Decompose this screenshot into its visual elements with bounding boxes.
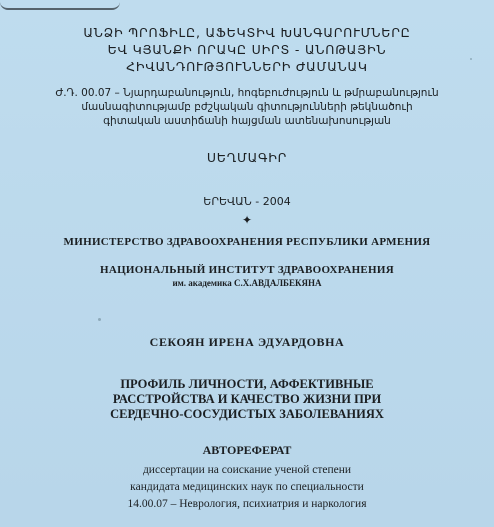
armenian-specialty-line: մասնագիտությամբ բժշկական գիտությունների թեկնածուի bbox=[81, 101, 413, 113]
cropped-header-mark bbox=[0, 0, 120, 10]
armenian-title-line: ԵՎ ԿՅԱՆՔԻ ՈՐԱԿԸ ՍԻՐՏ - ԱՆՈԹԱՅԻՆ bbox=[107, 42, 387, 57]
description-line: 14.00.07 – Неврология, психиатрия и наркология bbox=[127, 498, 367, 510]
thesis-title-line: СЕРДЕЧНО-СОСУДИСТЫХ ЗАБОЛЕВАНИЯХ bbox=[110, 407, 384, 421]
thesis-title-line: ПРОФИЛЬ ЛИЧНОСТИ, АФФЕКТИВНЫЕ bbox=[120, 377, 374, 391]
thesis-title-line: РАССТРОЙСТВА И КАЧЕСТВО ЖИЗНИ ПРИ bbox=[112, 392, 382, 406]
ministry-heading: МИНИСТЕРСТВО ЗДРАВООХРАНЕНИЯ РЕСПУБЛИКИ АРМЕНИЯ bbox=[63, 236, 431, 248]
author-name: СЕКОЯН ИРЕНА ЭДУАРДОВНА bbox=[149, 335, 345, 349]
armenian-city-year: ԵՐԵՎԱՆ - 2004 bbox=[203, 195, 291, 208]
armenian-specialty-line: գիտական աստիճանի հայցման ատենախոսության bbox=[103, 115, 391, 127]
ornament-star-icon: ✦ bbox=[241, 213, 253, 227]
dissertation-description bbox=[0, 462, 494, 513]
description-line: диссертации на соискание ученой степени bbox=[142, 464, 352, 476]
armenian-title-line: ՀԻՎԱՆԴՈՒԹՅՈՒՆՆԵՐԻ ԺԱՄԱՆԱԿ bbox=[126, 59, 368, 74]
paper-speck bbox=[470, 58, 472, 60]
thesis-title-block bbox=[0, 377, 494, 422]
armenian-specialty-block bbox=[0, 86, 494, 128]
russian-doc-type: АВТОРЕФЕРАТ bbox=[202, 443, 292, 457]
paper-speck bbox=[98, 318, 101, 321]
institute-subheading: им. академика С.Х.АВДАЛБЕКЯНА bbox=[172, 278, 322, 288]
institute-heading: НАЦИОНАЛЬНЫЙ ИНСТИТУТ ЗДРАВООХРАНЕНИЯ bbox=[99, 264, 395, 276]
description-line: кандидата медицинских наук по специальности bbox=[130, 481, 364, 493]
armenian-title-block bbox=[0, 24, 494, 75]
armenian-specialty-line: Ժ.Դ. 00.07 – Նյարդաբանություն, հոգեբուժություն և թմրաբանություն bbox=[55, 87, 439, 99]
armenian-title-line: ԱՆՁԻ ՊՐՈՖԻԼԸ, ԱՖԵԿՏԻՎ ԽԱՆԳԱՐՈՒՄՆԵՐԸ bbox=[83, 25, 411, 40]
armenian-doc-type: ՍԵՂՄԱԳԻՐ bbox=[206, 150, 288, 165]
